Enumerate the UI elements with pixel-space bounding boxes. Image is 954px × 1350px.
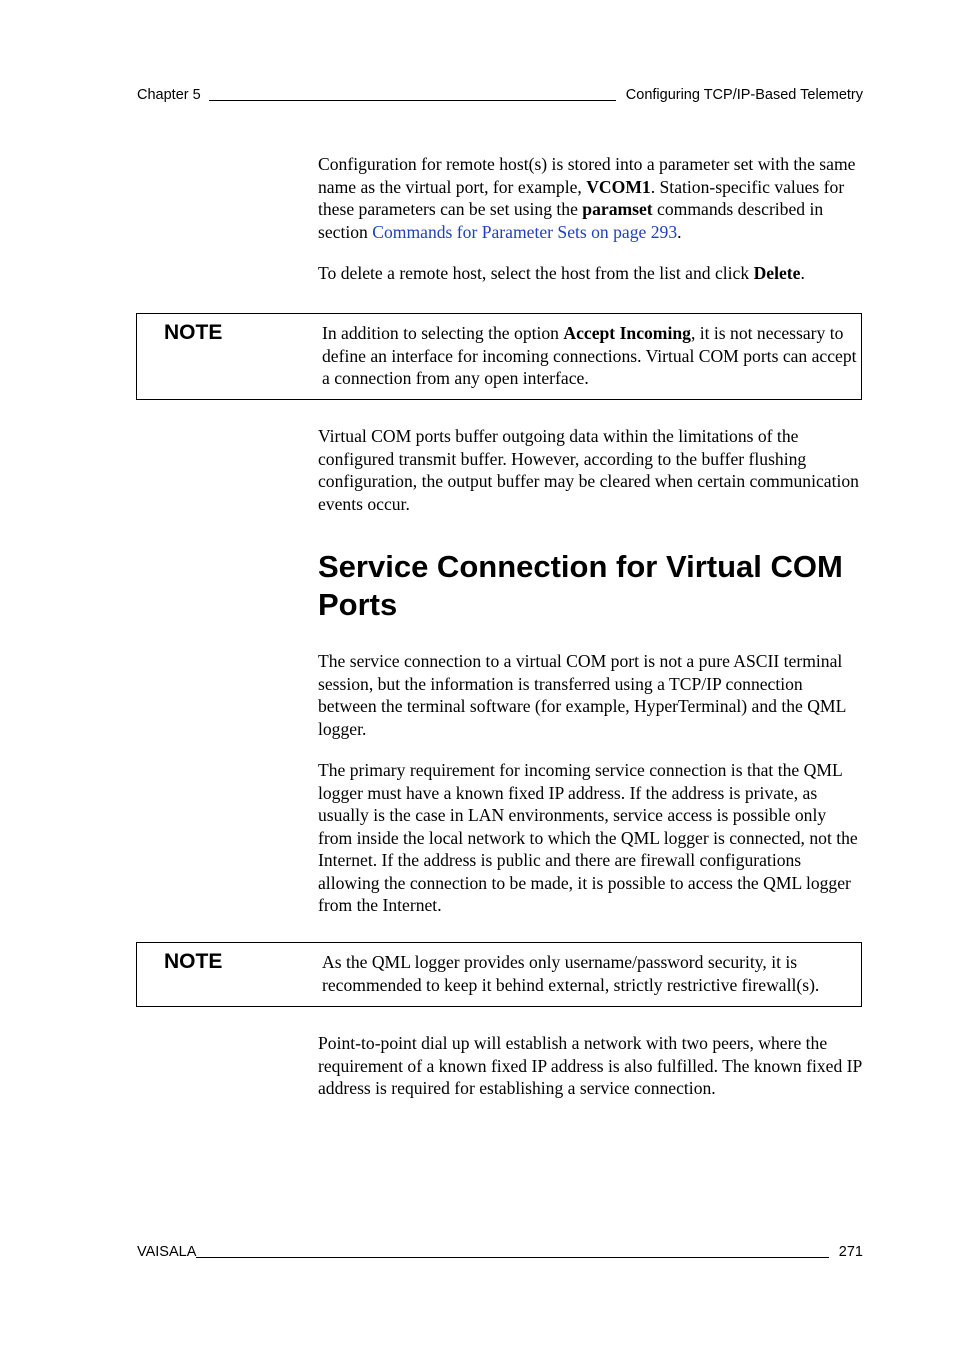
note-box-security [136, 942, 862, 1007]
paragraph-text: The service connection to a virtual COM port is not a pure ASCII terminal session, but the information is transferred using a TCP/IP connection between the terminal software (for example, HyperTerminal) and the QML logger. [318, 651, 846, 739]
paragraph-service-connection [318, 650, 864, 740]
chapter-label: Chapter 5 [137, 87, 201, 103]
header-rule [209, 100, 616, 101]
paragraph-text: The primary requirement for incoming service connection is that the QML logger must have a known fixed IP address. If the address is private, as usually is the case in LAN environments, service access is possible only from inside the local network to which the QML logger is connected, not the Internet. If the address is public and there are firewall configurations allowing the connection to be made, it is possible to access the QML logger from the Internet. [318, 760, 858, 915]
note-text: As the QML logger provides only username/password security, it is recommended to keep it behind external, strictly restrictive firewall(s). [322, 952, 820, 995]
note-label: NOTE [164, 950, 223, 973]
chapter-title: Configuring TCP/IP-Based Telemetry [625, 87, 863, 103]
text-run: In addition to selecting the option [322, 323, 564, 343]
note-text [322, 322, 857, 390]
page-number: 271 [838, 1244, 863, 1260]
text-run: . [800, 263, 805, 283]
bold-term: Delete [753, 263, 801, 283]
paragraph-text: Virtual COM ports buffer outgoing data within the limitations of the configured transmit buffer. However, according to the buffer flushing configuration, the output buffer may be cleared when certain communication events occur. [318, 426, 859, 514]
text-run: . Station-specific values for these parameters can be set using the [318, 176, 845, 219]
company-name: VAISALA [137, 1244, 197, 1260]
paragraph-buffer [318, 425, 864, 515]
text-run: To delete a remote host, select the host from the list and click [318, 263, 754, 283]
paragraph-dial-up [318, 1032, 864, 1100]
paragraph-parameter-set [318, 153, 864, 243]
note-box-accept-incoming [136, 313, 862, 400]
paragraph-requirements [318, 759, 864, 917]
page-header [137, 86, 863, 104]
page-footer [137, 1243, 863, 1261]
section-heading: Service Connection for Virtual COM Ports [318, 549, 843, 622]
cross-reference-link[interactable]: Commands for Parameter Sets on page 293 [372, 221, 678, 242]
paragraph-text: Point-to-point dial up will establish a network with two peers, where the requirement of a known fixed IP address is also fulfilled. The known fixed IP address is required for establishing a service connection. [318, 1033, 862, 1098]
text-run: Configuration for remote host(s) is stored into a parameter set with the same name as the virtual port, for example, [318, 154, 856, 197]
footer-rule [196, 1257, 828, 1258]
text-run: . [677, 221, 682, 242]
bold-term: Accept Incoming [563, 323, 691, 343]
text-run: commands described in section [318, 199, 824, 242]
bold-term: paramset [582, 199, 653, 219]
note-label: NOTE [164, 321, 223, 344]
bold-term: VCOM1 [586, 176, 651, 197]
text-run: , it is not necessary to define an interface for incoming connections. Virtual COM ports can accept a connection from any open interface. [322, 323, 857, 388]
paragraph-delete-host [318, 262, 864, 285]
